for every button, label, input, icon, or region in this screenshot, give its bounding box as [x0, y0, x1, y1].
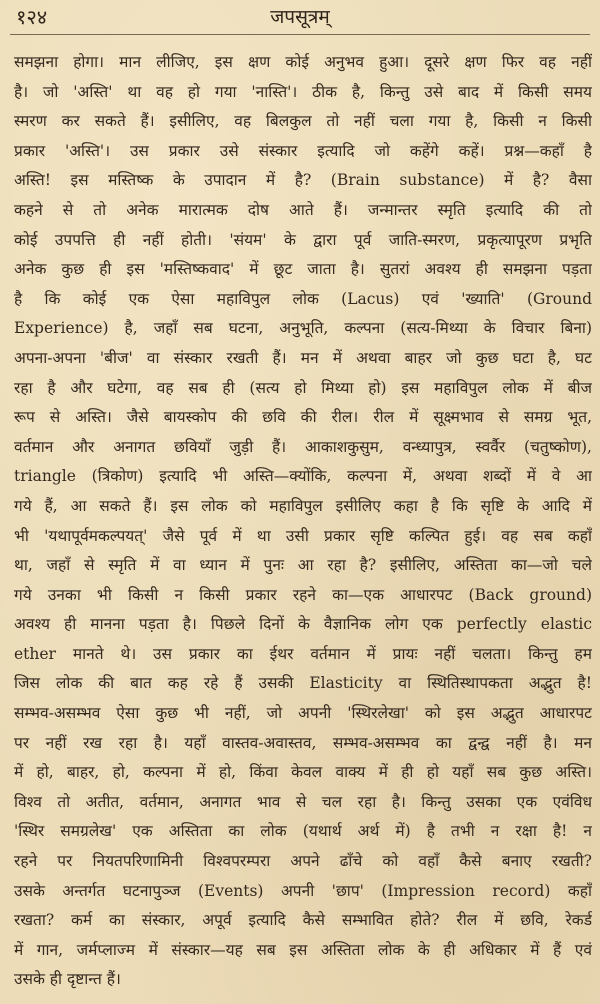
text-line: उसके ही दृष्टान्त हैं।	[14, 970, 121, 989]
text-line: कहने से तो अनेक मारात्मक दोष आते हैं। जन्मान्तर स्मृति इत्यादि की तो	[14, 200, 592, 219]
body-text	[14, 48, 592, 995]
text-line: रखता? कर्म का संस्कार, अपूर्व इत्यादि कैसे सम्भावित होते? रील में छवि, रेकर्ड	[14, 911, 592, 930]
text-line: है। जो 'अस्ति' था वह हो गया 'नास्ति'। ठीक है, किन्तु उसे बाद में किसी समय	[14, 82, 592, 101]
text-line: रहा है और घटेगा, वह सब ही (सत्य हो मिथ्या हो) इस महाविपुल लोक में बीज	[14, 378, 592, 397]
text-line: अनेक कुछ ही इस 'मस्तिष्कवाद' में छूट जाता है। सुतरां अवश्य ही समझना पड़ता	[14, 260, 592, 279]
text-line: में हो, बाहर, हो, कल्पना में हो, किंवा केवल वाक्य में ही हो यहाँ सब कुछ अस्ति।	[14, 763, 592, 782]
text-line: था, जहाँ से स्मृति में वा ध्यान में पुनः आ रहा है? इसीलिए, अस्तिता का—जो चले	[14, 556, 592, 575]
page-number: १२४	[16, 5, 48, 29]
text-line: गये हैं, आ सकते हैं। इस लोक को महाविपुल इसीलिए कहा है कि सृष्टि के आदि में	[14, 496, 592, 515]
text-line: triangle (त्रिकोण) इत्यादि भी अस्ति—क्योंकि, कल्पना में, अथवा शब्दों में वे आ	[14, 467, 592, 486]
page-header	[10, 4, 590, 32]
running-title: जपसूत्रम्	[270, 6, 330, 28]
text-line: अपना-अपना 'बीज' वा संस्कार रखती हैं। मन में अथवा बाहर जो कुछ घटा है, घट	[14, 348, 592, 367]
text-line: सम्भव-असम्भव ऐसा कुछ भी नहीं, जो अपनी 'स्थिरलेखा' को इस अद्भुत आधारपट	[14, 704, 592, 723]
text-line: कोई उपपत्ति ही नहीं होती। 'संयम' के द्वारा पूर्व जाति-स्मरण, प्रकृत्यापूरण प्रभृति	[14, 230, 592, 249]
text-line: पर नहीं रख रहा है। यहाँ वास्तव-अवास्तव, सम्भव-असम्भव का द्वन्द्व नहीं है। मन	[14, 733, 592, 752]
text-line: है कि कोई एक ऐसा महाविपुल लोक (Lacus) एवं 'ख्याति' (Ground	[14, 289, 592, 308]
text-line: रहने पर नियतपरिणामिनी विश्वपरम्परा अपने ढाँचे को वहाँ कैसे बनाए रखती?	[14, 852, 592, 871]
text-line: समझना होगा। मान लीजिए, इस क्षण कोई अनुभव हुआ। दूसरे क्षण फिर वह नहीं	[14, 53, 592, 71]
text-line: विश्व तो अतीत, वर्तमान, अनागत भाव से चल रहा है। किन्तु उसका एक एवंविध	[14, 792, 592, 811]
text-line: 'स्थिर समग्रलेख' एक अस्तिता का लोक (यथार्थ अर्थ में) है तभी न रक्षा है! न	[14, 822, 592, 841]
text-line: अस्ति! इस मस्तिष्क के उपादान में है? (Brain substance) में है? वैसा	[14, 171, 592, 190]
text-line: स्मरण कर सकते हैं। इसीलिए, वह बिलकुल तो नहीं चला गया है, किसी न किसी	[14, 112, 592, 131]
text-line: गये उनका भी किसी न किसी प्रकार रहने का—एक आधारपट (Back ground)	[14, 585, 592, 604]
text-line: भी 'यथापूर्वमकल्पयत्' जैसे पूर्व में था उसी प्रकार सृष्टि कल्पित हुई। वह सब कहाँ	[14, 526, 592, 545]
text-line: रूप से अस्ति। जैसे बायस्कोप की छवि की रील। रील में सूक्ष्मभाव से समग्र भूत,	[14, 408, 592, 427]
text-line: उसके अन्तर्गत घटनापुञ्ज (Events) अपनी 'छाप' (Impression record) कहाँ	[14, 881, 592, 900]
text-line: में गान, जर्मप्लाज्म में संस्कार—यह सब इस अस्तिता लोक के ही अधिकार में हैं एवं	[14, 940, 592, 959]
text-line: Experience) है, जहाँ सब घटना, अनुभूति, कल्पना (सत्य-मिथ्या के विचार बिना)	[14, 319, 592, 338]
text-line: ether मानते थे। उस प्रकार का ईथर वर्तमान में प्रायः नहीं चलता। किन्तु हम	[14, 644, 592, 663]
header-rule	[10, 34, 590, 35]
text-line: जिस लोक की बात कह रहे हैं उसकी Elasticity वा स्थितिस्थापकता अद्भुत है!	[14, 674, 592, 693]
text-line: प्रकार 'अस्ति'। उस प्रकार उसे संस्कार इत्यादि जो कहेंगे कहें। प्रश्न—कहाँ है	[14, 141, 592, 160]
text-line: अवश्य ही मानना पड़ता है। पिछले दिनों के वैज्ञानिक लोग एक perfectly elastic	[14, 615, 592, 634]
text-line: वर्तमान और अनागत छवियाँ जुड़ी हैं। आकाशकुसुम, वन्ध्यापुत्र, स्वर्वैर (चतुष्कोण),	[14, 437, 592, 456]
